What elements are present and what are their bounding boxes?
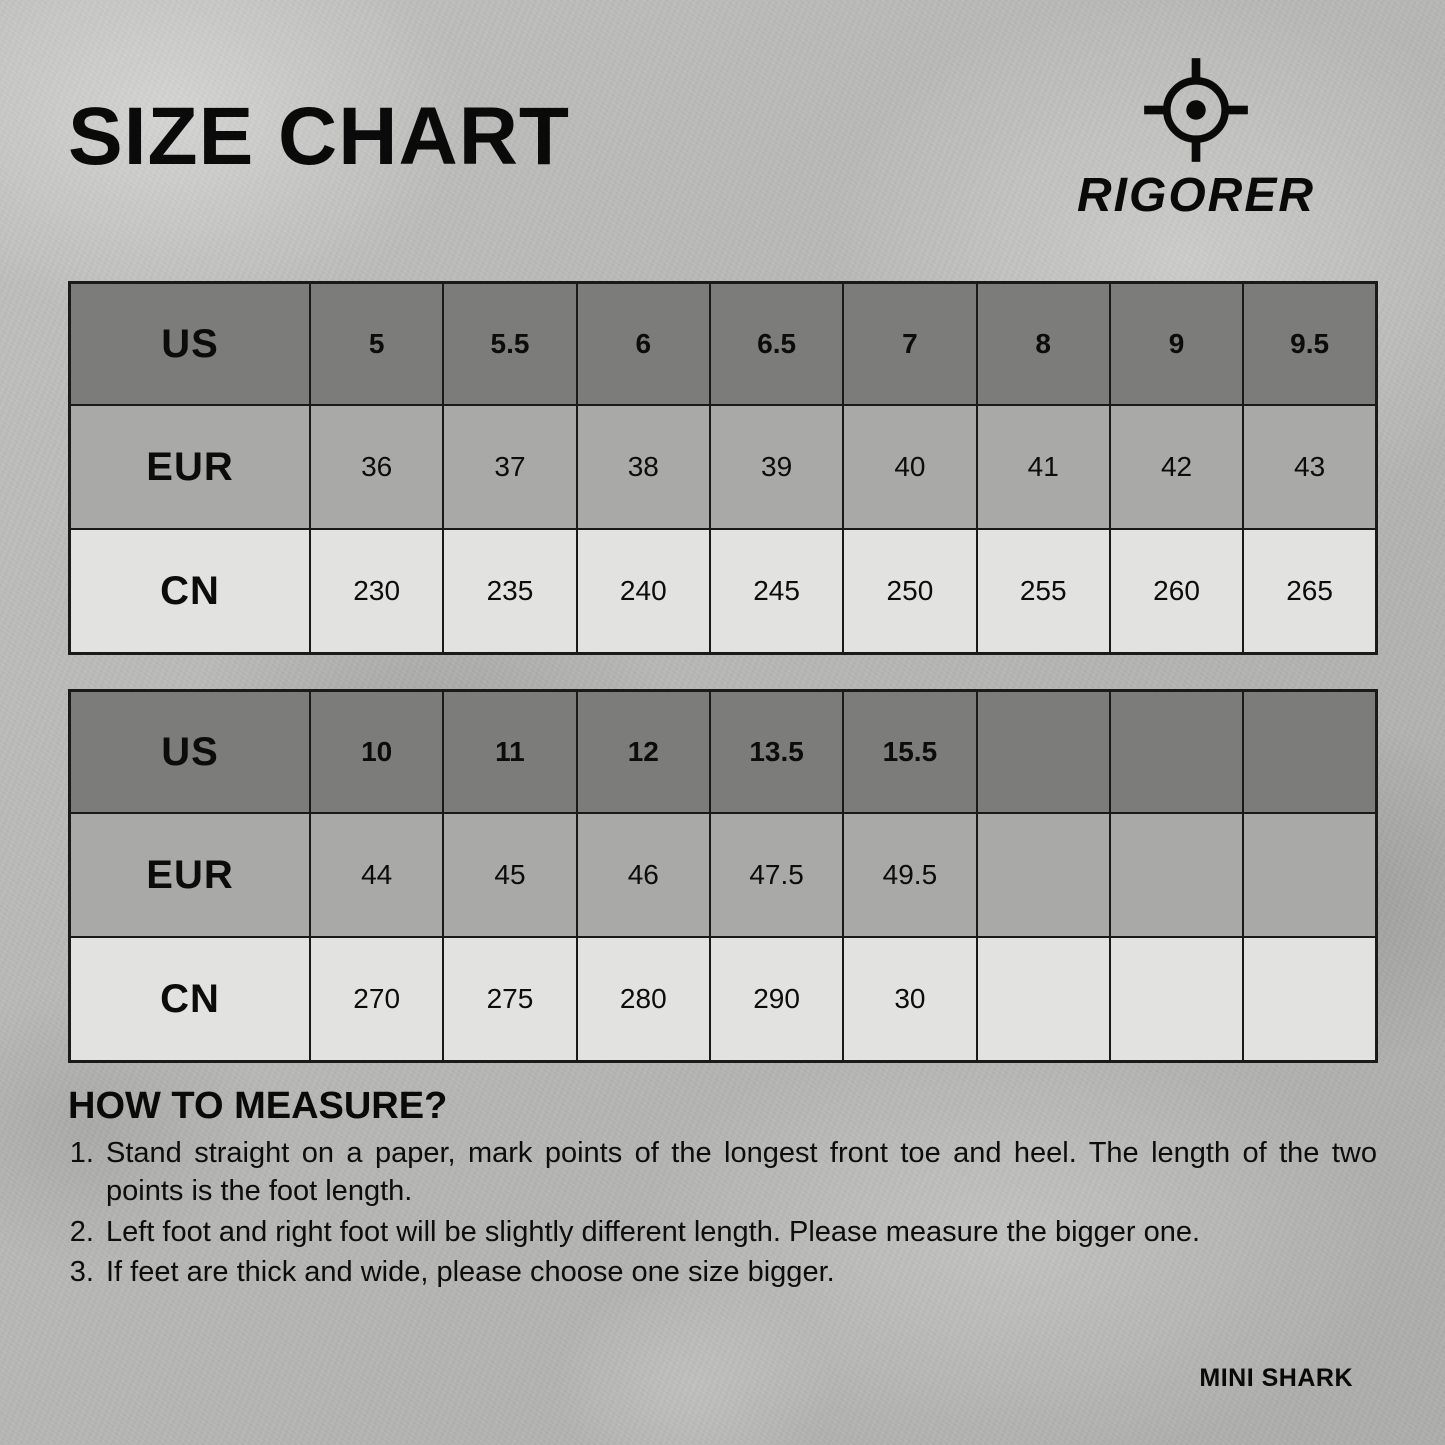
- table-row: [70, 813, 1377, 937]
- cell-cn-1-7: 265: [1243, 529, 1376, 654]
- crosshair-target-icon: [1142, 56, 1250, 164]
- table-row: [70, 529, 1377, 654]
- list-item: 1. Stand straight on a paper, mark points of the longest front toe and heel. The length of the two points is the foot length.: [102, 1134, 1377, 1211]
- cell-cn-1-5: 255: [977, 529, 1110, 654]
- cell-cn-2-2: 280: [577, 937, 710, 1062]
- row-label-cn-2: CN: [70, 937, 311, 1062]
- cell-eur-1-0: 36: [310, 405, 443, 529]
- cell-us-1-6: 9: [1110, 283, 1243, 406]
- footer-note: MINI SHARK: [1199, 1364, 1353, 1392]
- cell-eur-1-6: 42: [1110, 405, 1243, 529]
- cell-eur-2-7: [1243, 813, 1376, 937]
- cell-us-1-1: 5.5: [443, 283, 576, 406]
- cell-cn-1-1: 235: [443, 529, 576, 654]
- table-row: [70, 405, 1377, 529]
- table-row: [70, 283, 1377, 406]
- cell-us-1-3: 6.5: [710, 283, 843, 406]
- size-table-2: [68, 689, 1378, 1063]
- row-label-us-2: US: [70, 691, 311, 814]
- cell-eur-2-3: 47.5: [710, 813, 843, 937]
- brand-block: [1077, 56, 1315, 223]
- cell-cn-2-4: 30: [843, 937, 976, 1062]
- row-label-us-1: US: [70, 283, 311, 406]
- cell-us-2-6: [1110, 691, 1243, 814]
- list-item: 2. Left foot and right foot will be slightly different length. Please measure the bigger one.: [102, 1213, 1377, 1251]
- cell-eur-1-5: 41: [977, 405, 1110, 529]
- cell-cn-2-0: 270: [310, 937, 443, 1062]
- brand-name: RIGORER: [1076, 169, 1315, 222]
- table-row: [70, 937, 1377, 1062]
- how-to-measure-list: [68, 1134, 1377, 1291]
- cell-cn-2-3: 290: [710, 937, 843, 1062]
- cell-cn-1-0: 230: [310, 529, 443, 654]
- cell-eur-2-6: [1110, 813, 1243, 937]
- table-row: [70, 691, 1377, 814]
- list-item: 3. If feet are thick and wide, please choose one size bigger.: [102, 1253, 1377, 1291]
- row-label-cn-1: CN: [70, 529, 311, 654]
- cell-cn-1-3: 245: [710, 529, 843, 654]
- cell-eur-1-7: 43: [1243, 405, 1376, 529]
- cell-us-1-4: 7: [843, 283, 976, 406]
- cell-eur-2-2: 46: [577, 813, 710, 937]
- cell-eur-1-2: 38: [577, 405, 710, 529]
- size-table-1: [68, 281, 1378, 655]
- cell-eur-2-1: 45: [443, 813, 576, 937]
- cell-eur-1-1: 37: [443, 405, 576, 529]
- cell-cn-1-4: 250: [843, 529, 976, 654]
- cell-us-2-2: 12: [577, 691, 710, 814]
- cell-cn-1-6: 260: [1110, 529, 1243, 654]
- page-title: SIZE CHART: [68, 91, 570, 182]
- cell-eur-1-4: 40: [843, 405, 976, 529]
- cell-us-2-4: 15.5: [843, 691, 976, 814]
- cell-eur-1-3: 39: [710, 405, 843, 529]
- cell-us-1-0: 5: [310, 283, 443, 406]
- cell-cn-1-2: 240: [577, 529, 710, 654]
- cell-us-2-1: 11: [443, 691, 576, 814]
- cell-eur-2-0: 44: [310, 813, 443, 937]
- cell-us-1-5: 8: [977, 283, 1110, 406]
- cell-eur-2-5: [977, 813, 1110, 937]
- row-label-eur-2: EUR: [70, 813, 311, 937]
- how-to-measure-section: [68, 1085, 1377, 1291]
- cell-cn-2-5: [977, 937, 1110, 1062]
- cell-us-2-3: 13.5: [710, 691, 843, 814]
- page-header: [68, 0, 1377, 223]
- cell-cn-2-1: 275: [443, 937, 576, 1062]
- cell-eur-2-4: 49.5: [843, 813, 976, 937]
- cell-us-1-2: 6: [577, 283, 710, 406]
- cell-us-2-5: [977, 691, 1110, 814]
- cell-us-1-7: 9.5: [1243, 283, 1376, 406]
- cell-cn-2-6: [1110, 937, 1243, 1062]
- row-label-eur-1: EUR: [70, 405, 311, 529]
- cell-cn-2-7: [1243, 937, 1376, 1062]
- how-to-measure-title: HOW TO MEASURE?: [68, 1085, 448, 1127]
- cell-us-2-7: [1243, 691, 1376, 814]
- cell-us-2-0: 10: [310, 691, 443, 814]
